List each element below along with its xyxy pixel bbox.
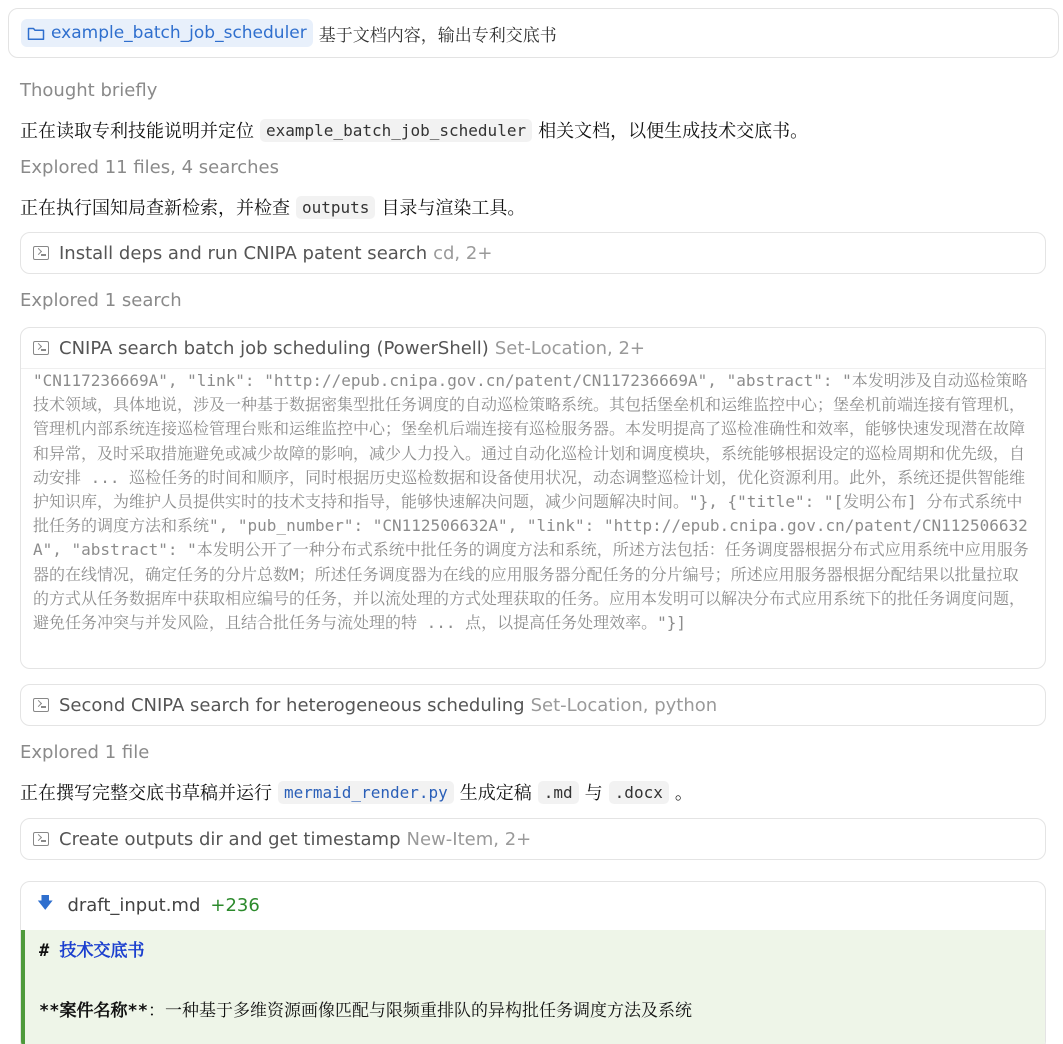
tool-command: cd, 2+	[433, 242, 493, 264]
tool-output: "CN117236669A", "link": "http://epub.cnipa.gov.cn/patent/CN117236669A", "abstract": "本发明涉及自动巡检策略技术领域，具体地说，涉及一种基于数据密集型批任务调度的自动巡检策略系统。其包括堡垒机和运维监控中心；堡垒机前端连接有管理机，管理机内部系统连接巡检管理台账和运维监控中心；堡垒机后端连接有巡检服务器。本发明提高了巡检准确性和效率，能够快速发现潜在故障和异常，及时采取措施避免或减少故障的影响，减少人力投入。通过自动化巡检计划和调度模块，系统能够根据设定的巡检周期和优先级，自动安排 ... 巡检任务的时间和顺序，同时根据历史巡检数据和设备使用状况，动态调整巡检计划，优化资源利用。此外，系统还提供智能维护知识库，为维护人员提供实时的技术支持和指导，能够快速解决问题，减少问题解决时间。"}, {"title": "[发明公布] 分布式系统中批任务的调度方法和系统", "pub_number": "CN112506632A", "link": "http://epub.cnipa.gov.cn/patent/CN112506632A", "abstract": "本发明公开了一种分布式系统中批任务的调度方法和系统，所述方法包括：任务调度器根据分布式应用系统中应用服务器的在线情况，确定任务的分片总数M；所述任务调度器为在线的应用服务器分配任务的分片编号；所述应用服务器根据分配结果以批量拉取的方式从任务数据库中获取相应编号的任务，并以流处理的方式处理获取的任务。应用本发明可以解决分布式应用系统下的批任务调度问题，避免任务冲突与并发风险，且结合批任务与流处理的特 ... 点，以提高任务处理效率。"}]	[21, 368, 1045, 666]
message-text: 生成定稿	[459, 783, 532, 804]
inline-code: .md	[538, 781, 579, 804]
terminal-icon	[33, 832, 49, 846]
message-text: 相关文档，以便生成技术交底书。	[538, 121, 809, 142]
assistant-message-3	[20, 779, 693, 805]
diff-body	[21, 930, 1045, 1044]
tool-call-card-expanded[interactable]	[20, 327, 1046, 669]
file-diff-header[interactable]	[21, 882, 1045, 928]
tool-command: New-Item, 2+	[406, 828, 532, 850]
inline-code: outputs	[296, 196, 375, 219]
diff-line-2	[39, 996, 1031, 1026]
message-text: 正在撰写完整交底书草稿并运行	[20, 783, 272, 804]
terminal-icon	[33, 341, 49, 355]
context-chip[interactable]	[21, 19, 313, 47]
tool-call-card[interactable]	[20, 684, 1046, 726]
tool-title: Install deps and run CNIPA patent search	[59, 242, 428, 264]
prompt-bar	[8, 8, 1059, 58]
tool-call-card[interactable]	[20, 232, 1046, 274]
assistant-message-2	[20, 194, 525, 220]
inline-code: example_batch_job_scheduler	[260, 119, 532, 142]
markdown-heading: 技术交底书	[59, 941, 145, 961]
message-text: 与	[584, 783, 603, 804]
tool-command: Set-Location, python	[530, 694, 718, 716]
message-text: 正在读取专利技能说明并定位	[20, 121, 254, 142]
tool-title: CNIPA search batch job scheduling (PowerShell)	[59, 337, 489, 359]
case-name-value: ：一种基于多维资源画像匹配与限频重排队的异构批任务调度方法及系统	[147, 1001, 692, 1021]
explored-label: Explored	[20, 742, 99, 763]
thought-duration: briefly	[100, 80, 158, 101]
explored-detail: 1 search	[104, 290, 182, 311]
prompt-text: 基于文档内容，输出专利交底书	[318, 25, 557, 46]
explored-summary-1[interactable]	[20, 157, 279, 178]
diff-line-1	[39, 936, 1031, 966]
explored-detail: 1 file	[104, 742, 150, 763]
markdown-hash: #	[39, 941, 50, 961]
explored-label: Explored	[20, 157, 99, 178]
explored-detail: 11 files, 4 searches	[104, 157, 279, 178]
thought-label: Thought	[20, 80, 95, 101]
inline-code: .docx	[609, 781, 669, 804]
message-text: 正在执行国知局查新检索，并检查	[20, 198, 290, 219]
message-text: 目录与渲染工具。	[381, 198, 526, 219]
tool-title: Second CNIPA search for heterogeneous scheduling	[59, 694, 525, 716]
inline-code: mermaid_render.py	[278, 781, 454, 804]
explored-label: Explored	[20, 290, 99, 311]
context-chip-label: example_batch_job_scheduler	[51, 23, 307, 43]
thought-status[interactable]	[20, 80, 157, 101]
tool-call-card[interactable]	[20, 818, 1046, 860]
terminal-icon	[33, 246, 49, 260]
explored-summary-2[interactable]	[20, 290, 182, 311]
diff-filename: draft_input.md	[67, 894, 201, 916]
tool-command: Set-Location, 2+	[494, 337, 645, 359]
arrow-down-icon: 🡇	[37, 892, 54, 912]
folder-icon	[27, 26, 45, 41]
terminal-icon	[33, 698, 49, 712]
message-text: 。	[674, 783, 693, 804]
diff-added-count: +236	[210, 894, 260, 916]
explored-summary-3[interactable]	[20, 742, 149, 763]
file-diff-card[interactable]	[20, 881, 1046, 1044]
tool-title: Create outputs dir and get timestamp	[59, 828, 401, 850]
assistant-message-1	[20, 117, 808, 143]
case-name-label: **案件名称**	[39, 1001, 148, 1021]
